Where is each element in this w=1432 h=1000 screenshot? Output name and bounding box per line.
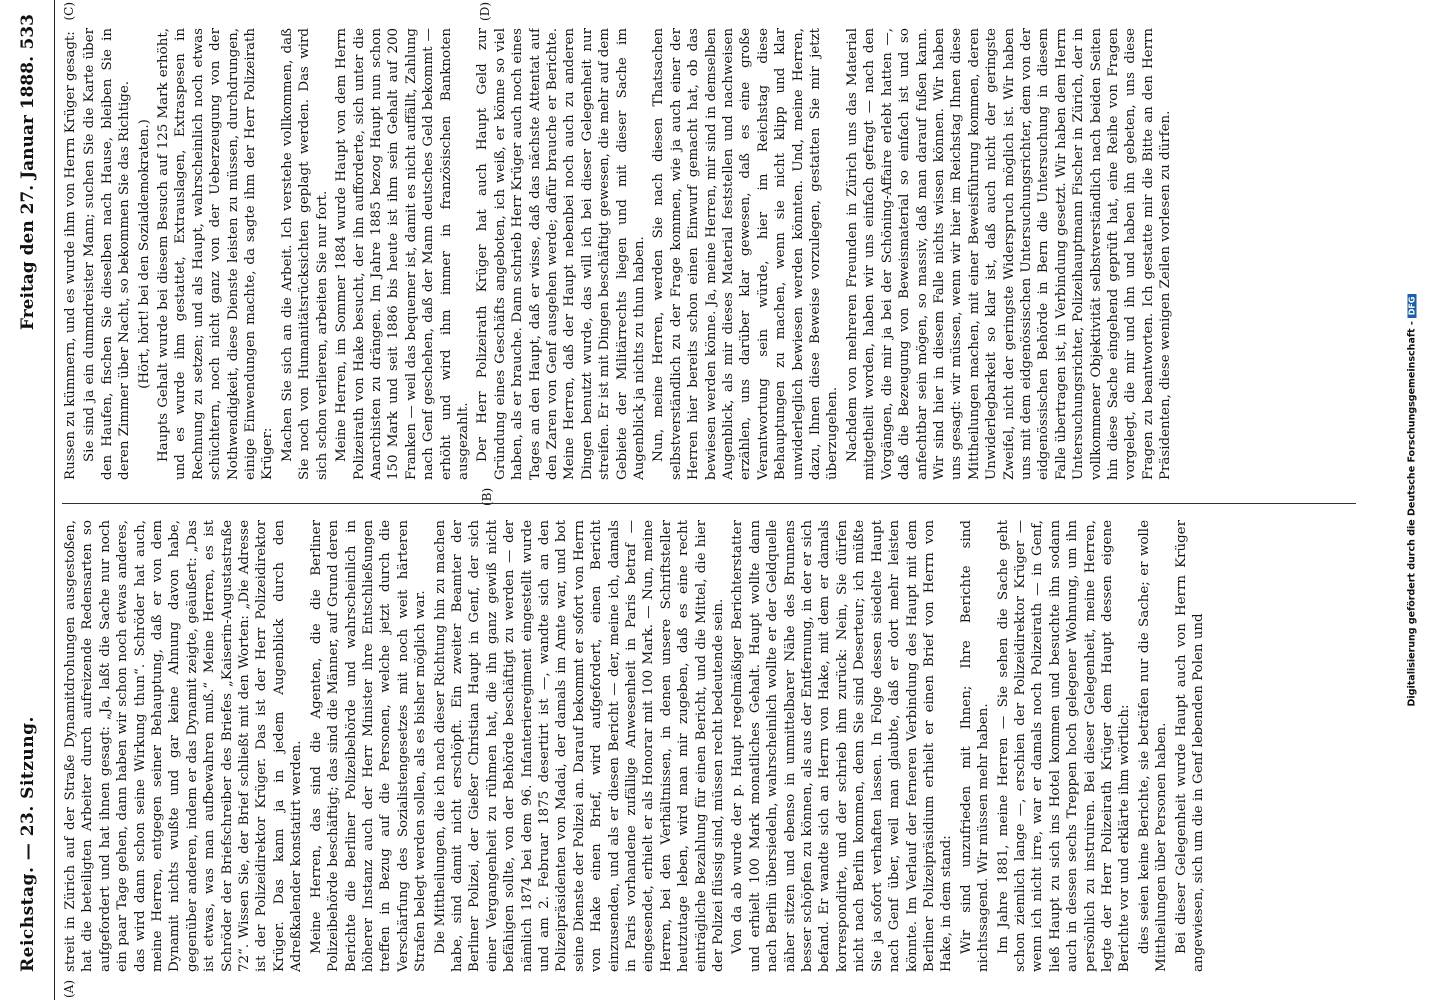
rotated-page <box>8 0 1408 1000</box>
quoted-paragraph: Sie sind ja ein dummdreister Mann; suchen Sie die Karte über den Haufen, fischen Sie dieselben nach Hause, bleiben Sie in deren Zimmer über Nacht, so bekommen Sie das Richtige. <box>82 28 133 480</box>
paragraph: Meine Herren, das sind die Agenten, die die Berliner Polizeibehörde beschäftigt; das sind die Männer, auf Grund deren Berichte die Berliner Polizeibehörde und wahrscheinlich in höherer Instanz auch der Herr Minister ihre Entschließungen treffen in Bezug auf die Personen, welche jetzt durch die Verschärfung des Sozialistengesetzes mit noch weit härteren Strafen belegt werden sollen, als es bisher möglich war. <box>308 520 429 972</box>
text-column-right <box>62 28 1356 480</box>
paragraph: Russen zu kümmern, und es wurde ihm von Herrn Krüger gesagt: <box>63 31 78 480</box>
paragraph: Die Mittheilungen, die ich nach dieser Richtung hin zu machen habe, sind damit nicht erschöpft. Ein zweiter Beamter der Berliner Polizei, der Gießer Christian Haupt in Genf, der sich einer Vergangenheit zu rühmen hat, die ihn ganz gewiß nicht befähigen sollte, von der Behörde beschäftigt zu werden — der nämlich 1874 bei dem 96. Infanterieregiment eingestellt wurde und am 2. Februar 1875 desertirt ist —, wandte sich an den Polizeipräsidenten von Madai, der damals im Amte war, und bot seine Dienste der Polizei an. Darauf bekommt er sofort von Herrn von Hake einen Brief, wird aufgefordert, einen Bericht einzusenden, und als er diesen Bericht — der, meine ich, damals in Paris vorhandene zufällige Anwesenheit in Paris betraf — eingesendet, erhielt er als Honorar mit 100 Mark. — Nun, meine Herren, bei den Verhältnissen, in denen unsere Schriftsteller heutzutage leben, wird man mir zugeben, daß es eine recht einträgliche Bezahlung für einen Bericht, und die Mittel, die hier der Polizei flüssig sind, müssen recht bedeutende sein. <box>432 520 727 972</box>
interjection: (Hört, hört! bei den Sozialdemokraten.) <box>136 119 152 389</box>
dfg-logo: DFG <box>1408 294 1417 319</box>
margin-mark-d: (D) <box>478 2 492 21</box>
paragraph: streit in Zürich auf der Straße Dynamitdrohungen ausgestoßen, hat die beteiligten Arbeiter durch aufreizende Redensarten so aufgefordert und hat ihnen gesagt: „Ja, laßt die Sache nur noch ein paar Tage gehen, dann haben wir schon noch etwas anderes, das wird dann schon seine Wirkung thun“. Schröder hat auch, meine Herren, entgegen seiner Behauptung, daß er von dem Dynamit nichts wußte und gar keine Ahnung davon habe, gegenüber anderen, indem er das Dynamit zeigte, geäußert: „Das ist etwas, was man aufbewahren muß.“ Meine Herren, es ist Schröder der Briefschreiber des Briefes „Kaiserin-Augustastraße 72“. Wissen Sie, der Brief schließt mit den Worten: „Die Adresse ist der Polizeidirektor Krüger. Das ist der Herr Polizeidirektor Krüger. Das kann ja in jedem Augenblick durch den Adreßkalender konstatirt werden. <box>63 520 305 972</box>
paragraph: Bei dieser Gelegenheit wurde Haupt auch von Herrn Krüger angewiesen, sich um die in Genf lebenden Polen und <box>1173 520 1206 972</box>
quoted-paragraph: Wir sind unzufrieden mit Ihnen; Ihre Berichte sind nichtssagend. Wir müssen mehr haben. <box>958 520 992 972</box>
text-column-left <box>62 520 1356 972</box>
margin-mark-c: (C) <box>62 2 76 21</box>
quoted-paragraph: dies seien keine Berichte, sie beträfen nur die Sache; er wolle Mittheilungen über Personen haben. <box>1136 520 1170 972</box>
paragraph: Nachdem von mehreren Freunden in Zürich uns das Material mitgetheilt worden, haben wir uns einfach gefragt — nach den Vorgängen, die mir ja bei der Schöning-Affaire erlebt hatten —, daß die Bezeugung von Beweismaterial so einfach ist und so anfechtbar sein mögen, so massiv, daß man darauf fußen kann. Wir sind hier in diesem Falle nichts wissen können. Wir haben uns gesagt: wir müssen, wenn wir hier im Reichstag Ihnen diese Mittheilungen machen, mit einer Beweisführung kommen, deren Unwiderlegbarkeit so klar ist, daß auch nicht der geringste Zweifel, nicht der geringste Widerspruch möglich ist. Wir haben uns mit dem eidgenössischen Untersuchungsrichter, dem von der eidgenössischen Behörde in Bern die Untersuchung in diesem Falle übertragen ist, in Verbindung gesetzt. Wir haben dem Herrn Untersuchungsrichter, Polizeihauptmann Fischer in Zürich, der in vollkommener Objektivität selbstverständlich nach beiden Seiten hin diese Sache eingehend geprüft hat, eine Reihe von Fragen vorgelegt, die mir und ihn und haben ihn gebeten, uns diese Fragen zu beantworten. Ich gestatte mir die Bitte an den Herrn Präsidenten, diese wenigen Zeilen vorlesen zu dürfen. <box>844 28 1174 480</box>
header-session: Reichstag. — 23. Sitzung. <box>18 716 38 972</box>
paragraph: Von da ab wurde der p. Haupt regelmäßiger Berichterstatter und erhielt 100 Mark monatliches Gehalt. Haupt wollte dann nach Berlin übersiedeln, wahrscheinlich wollte er der Geldquelle näher sitzen und ebenso in unmittelbarer Nähe des Brunnens besser schöpfen zu können, als aus der Entfernung, in der er sich befand. Er wandte sich an Herrn von Hake, mit dem er damals korrespondirte, und der schrieb ihm zurück: Nein, Sie dürfen nicht nach Berlin kommen, denn Sie sind Deserteur; ich müßte Sie ja sofort verhaften lassen. In Folge dessen siedelte Haupt nach Genf über, weil man glaubte, daß er dort mehr leisten könnte. Im Verlauf der ferneren Verbindung des Haupt mit dem Berliner Polizeipräsidium erhielt er einen Brief von Herrn von Hake, in dem stand: <box>730 520 955 972</box>
paragraph: Meine Herren, im Sommer 1884 wurde Haupt von dem Herrn Polizeirath von Hake besucht, der ihn aufforderte, sich unter die Anarchisten zu drängen. Im Jahre 1885 bezog Haupt nun schon 150 Mark und seit 1886 bis heute ist ihm sein Gehalt auf 200 Franken — weil das bequemer ist, damit es nicht auffällt, Zahlung nach Genf geschehen, daß der Mann deutsches Geld bekommt — erhöht und wird ihm immer in französischen Banknoten ausgezahlt. <box>334 28 471 480</box>
margin-mark-b: (B) <box>480 487 494 506</box>
paragraph: Nun, meine Herren, werden Sie nach diesen Thatsachen selbstverständlich zu der Frage kommen, wie ja auch einer der Herren hier bereits schon einen Einwurf gemacht hat, ob das bewiesen werden könne. Ja, meine Herren, mir sind in demselben Augenblick, als mir dieses Material feststellen und nachweisen erzählen, uns darüber klar gewesen, daß es eine große Verantwortung sein würde, hier im Reichstag diese Behauptungen zu machen, wenn sie nicht klipp und klar unwiderleglich bewiesen werden könnten. Und, meine Herren, dazu, Ihnen diese Beweise vorzulegen, gestatten Sie mir jetzt überzugehen. <box>651 28 841 480</box>
paragraph: Im Jahre 1881, meine Herren — Sie sehen die Sache geht schon ziemlich lange —, erschien der Polizeidirektor Krüger — wenn ich nicht irre, war er damals noch Polizeirath — in Genf, ließ Haupt zu sich ins Hotel kommen und besuchte ihn sodann auch in dessen sechs Treppen hoch gelegener Wohnung, um ihn persönlich zu instruiren. Bei dieser Gelegenheit, meine Herren, legte der Herr Polizeirath Krüger dem Haupt dessen eigene Berichte vor und erklärte ihm wörtlich: <box>995 520 1133 972</box>
page-number: 533 <box>18 14 38 50</box>
credit-text: Digitalisierung gefördert durch die Deutsche Forschungsgemeinschaft - <box>1406 321 1418 707</box>
digitization-credit <box>1407 50 1418 950</box>
quoted-paragraph: Machen Sie sich an die Arbeit. Ich verstehe vollkommen, daß Sie noch von Humanitätsrücksichten geplagt werden. Das wird sich schon verlieren, arbeiten Sie nur fort. <box>279 28 330 480</box>
column-divider <box>62 503 1356 504</box>
header-date: Freitag den 27. Januar 1888. <box>18 56 38 331</box>
page-header <box>8 0 55 1000</box>
paragraph: Haupts Gehalt wurde bei diesem Besuch auf 125 Mark erhöht, und es wurde ihm gestattet, Extrauslagen, Extraspesen in Rechnung zu setzen; und als Haupt, wahrscheinlich noch etwas schüchtern, noch nicht ganz von der Ueberzeugung von der Nothwendigkeit, diese Dienste leisten zu müssen, durchdrungen, einige Einwendungen machte, da sagte ihm der Herr Polizeirath Krüger: <box>156 28 276 480</box>
margin-mark-a: (A) <box>62 979 76 998</box>
paragraph: Der Herr Polizeirath Krüger hat auch Haupt Geld zur Gründung eines Geschäfts angeboten, ich weiß, er könne so viel haben, als er brauche. Dann schrieb Herr Krüger auch noch eines Tages an den Haupt, daß er wisse, daß das nächste Attentat auf den Zaren von Genf ausgehen werde; dafür brauche er Berichte. Meine Herren, daß der Haupt nebenbei noch auch zu anderen Dingen benutzt wurde, das will ich bei dieser Gelegenheit nur streifen. Er ist mit Dingen beschäftigt gewesen, die mehr auf dem Gebiete der Militärrechts liegen und mit dieser Sache im Augenblick ja nichts zu thun haben. <box>475 28 647 480</box>
